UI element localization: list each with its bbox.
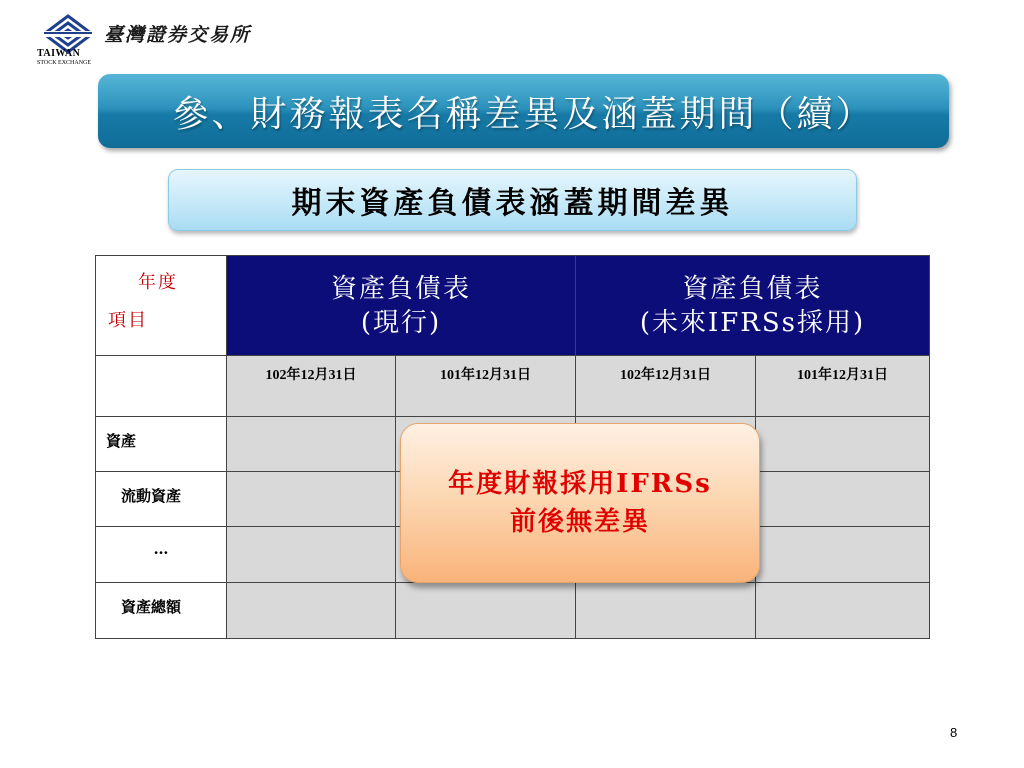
table-cell bbox=[396, 583, 576, 639]
table-cell bbox=[756, 472, 930, 527]
table-cell bbox=[227, 417, 396, 472]
title-banner bbox=[98, 74, 949, 148]
page-subtitle: 期末資產負債表涵蓋期間差異 bbox=[291, 186, 734, 221]
date-cell: 102年12月31日 bbox=[227, 356, 396, 417]
ifrs-callout bbox=[400, 423, 760, 583]
table-cell bbox=[756, 527, 930, 583]
date-cell: 102年12月31日 bbox=[576, 356, 756, 417]
header-future-ifrs bbox=[576, 256, 930, 356]
callout-line-2: 前後無差異 bbox=[509, 507, 650, 537]
table-header-row bbox=[96, 256, 930, 356]
page-title: 參、財務報表名稱差異及涵蓋期間（續） bbox=[172, 93, 875, 135]
logo-english-subname: STOCK EXCHANGE bbox=[37, 60, 92, 66]
page-number: 8 bbox=[950, 725, 958, 740]
row-label: … bbox=[96, 527, 227, 583]
table-cell bbox=[227, 583, 396, 639]
callout-line-1: 年度財報採用IFRSs bbox=[448, 469, 712, 499]
table-cell bbox=[756, 417, 930, 472]
table-cell bbox=[227, 527, 396, 583]
logo-chinese-name: 臺灣證券交易所 bbox=[104, 24, 252, 46]
header-current-subtitle: (現行) bbox=[360, 307, 442, 338]
header-current bbox=[227, 256, 576, 356]
date-row-label-cell bbox=[96, 356, 227, 417]
logo-english-name: TAIWAN bbox=[37, 48, 81, 59]
table-cell bbox=[227, 472, 396, 527]
row-label: 流動資產 bbox=[96, 472, 227, 527]
table-cell bbox=[756, 583, 930, 639]
twse-logo bbox=[34, 8, 284, 70]
corner-cell bbox=[96, 256, 227, 356]
subtitle-box bbox=[168, 169, 857, 231]
date-cell: 101年12月31日 bbox=[396, 356, 576, 417]
corner-item-label: 項目 bbox=[108, 310, 148, 331]
row-label: 資產 bbox=[96, 417, 227, 472]
table-row bbox=[96, 583, 930, 639]
table-cell bbox=[576, 583, 756, 639]
corner-year-label: 年度 bbox=[138, 272, 178, 293]
header-future-title: 資產負債表 bbox=[682, 273, 823, 304]
header-current-title: 資產負債表 bbox=[330, 273, 471, 304]
table-date-row bbox=[96, 356, 930, 417]
date-cell: 101年12月31日 bbox=[756, 356, 930, 417]
header-future-subtitle: (未來IFRSs採用) bbox=[639, 307, 866, 338]
row-label: 資產總額 bbox=[96, 583, 227, 639]
